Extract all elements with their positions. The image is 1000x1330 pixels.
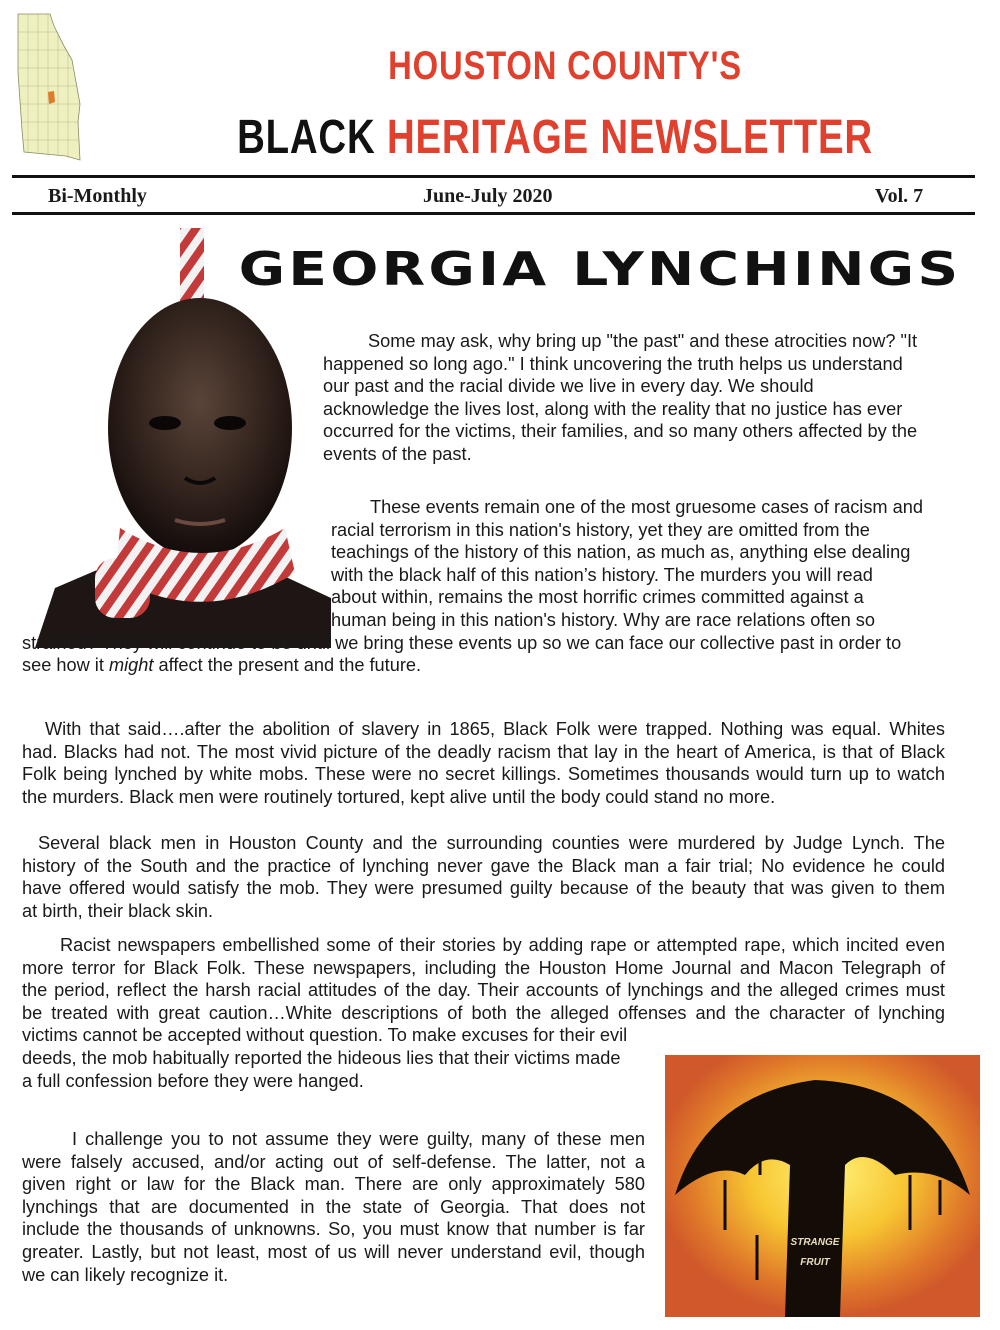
paragraph-5-line: a full confession before they were hanged.	[22, 1070, 364, 1091]
paragraph-2-line: teachings of the history of this nation, as much as, anything else dealing	[331, 542, 911, 563]
paragraph-5-line: deeds, the mob habitually reported the hideous lies that their victims made	[22, 1048, 621, 1068]
paragraph-1-line: happened so long ago." I think uncovering the truth helps us understand	[323, 353, 903, 374]
paragraph-3-line: With that said….after the abolition of slavery in 1865, Black Folk were trapped. Nothing was equal. Whites	[45, 719, 945, 739]
paragraph-1-line: Some may ask, why bring up "the past" and these atrocities now? "It	[368, 331, 918, 351]
paragraph-4-line: at birth, their black skin.	[22, 900, 214, 921]
paragraph-4-line: history of the South and the practice of lynching never gave the Black man a fair trial; No evidence he could	[22, 855, 945, 876]
georgia-county-map	[14, 12, 84, 162]
masthead-line1: HOUSTON COUNTY'S	[388, 44, 742, 88]
masthead-red-words: HERITAGE NEWSLETTER	[386, 111, 873, 164]
paragraph-1-line: our past and the racial divide we live in every day. We should	[323, 376, 814, 397]
paragraph-5-line: Racist newspapers embellished some of their stories by adding rape or attempted rape, which incited even	[60, 935, 945, 955]
paragraph-2-line: racial terrorism in this nation's history, yet they are omitted from the	[331, 519, 870, 540]
strange-fruit-tree-image	[665, 1055, 980, 1317]
frequency: Bi-Monthly	[48, 185, 147, 207]
paragraph-5-line: the period, reflect the harsh racial attitudes of the day. Their accounts of lynchings and the alleged crimes must	[22, 980, 945, 1001]
paragraph-2-line: about within, remains the most horrific crimes committed against a	[331, 587, 864, 608]
paragraph-5-line: victims cannot be accepted without question. To make excuses for their evil	[22, 1025, 628, 1046]
paragraph-1-line: occurred for the victims, their families, and so many others affected by the	[323, 421, 918, 442]
paragraph-2-line: see how it might affect the present and the future.	[22, 655, 422, 676]
paragraph-2-line: These events remain one of the most gruesome cases of racism and	[370, 497, 923, 517]
article-title: GEORGIA LYNCHINGS	[238, 242, 962, 297]
paragraph-6-line: include the thousands of unknowns. So, you must know that number is far	[22, 1219, 645, 1240]
paragraph-4-line: have offered would satisfy the mob. They were presumed guilty because of the beauty that was given to them	[22, 878, 945, 899]
paragraph-4-line: Several black men in Houston County and the surrounding counties were murdered by Judge Lynch. The	[38, 833, 945, 853]
houston-county-highlight	[48, 91, 55, 104]
paragraph-6-line: we can likely recognize it.	[22, 1264, 229, 1285]
top-rule	[12, 175, 975, 178]
paragraph-5-line: more terror for Black Folk. These newspapers, including the Houston Home Journal and Macon Telegraph of	[22, 957, 945, 978]
paragraph-2-line: human being in this nation's history. Why are race relations often so	[331, 610, 875, 630]
paragraph-2-line: strained? They will continue to be until we bring these events up so we can face our collective past in order to	[22, 632, 902, 653]
issue-date: June-July 2020	[423, 185, 553, 207]
masthead-line2	[231, 110, 879, 165]
tree-caption-line2: FRUIT	[800, 1257, 830, 1268]
paragraph-1-line: events of the past.	[323, 444, 472, 464]
bottom-rule	[12, 212, 975, 215]
paragraph-5-line: be treated with great caution…White descriptions of both the alleged offenses and the character of lynching	[22, 1002, 945, 1023]
paragraph-6-line: lynchings that are documented in the state of Georgia. That does not	[22, 1196, 645, 1217]
noose-portrait-image	[35, 228, 331, 648]
paragraph-6-line: given right or law for the Black man. There are only approximately 580	[22, 1174, 645, 1195]
tree-caption-line1: STRANGE	[790, 1237, 840, 1248]
volume: Vol. 7	[875, 185, 924, 207]
paragraph-3-line: the murders. Black men were routinely tortured, kept alive until the body could stand no more.	[22, 786, 776, 807]
masthead-black-word: BLACK	[237, 111, 376, 164]
paragraph-2-line: with the black half of this nation’s history. The murders you will read	[331, 564, 873, 585]
paragraph-3-line: Folk being lynched by white mobs. These were no secret killings. Sometimes thousands would turn up to watch	[22, 764, 945, 785]
paragraph-6-line: greater. Lastly, but not least, most of us will never understand evil, though	[22, 1242, 645, 1262]
paragraph-6-line: were falsely accused, and/or acting out of self-defense. The latter, not a	[22, 1151, 645, 1172]
paragraph-1-line: acknowledge the lives lost, along with the reality that no justice has ever	[323, 398, 903, 419]
paragraph-6-line: I challenge you to not assume they were guilty, many of these men	[72, 1129, 645, 1149]
paragraph-3-line: had. Blacks had not. The most vivid picture of the deadly racism that lay in the heart of America, is that of Black	[22, 741, 945, 762]
